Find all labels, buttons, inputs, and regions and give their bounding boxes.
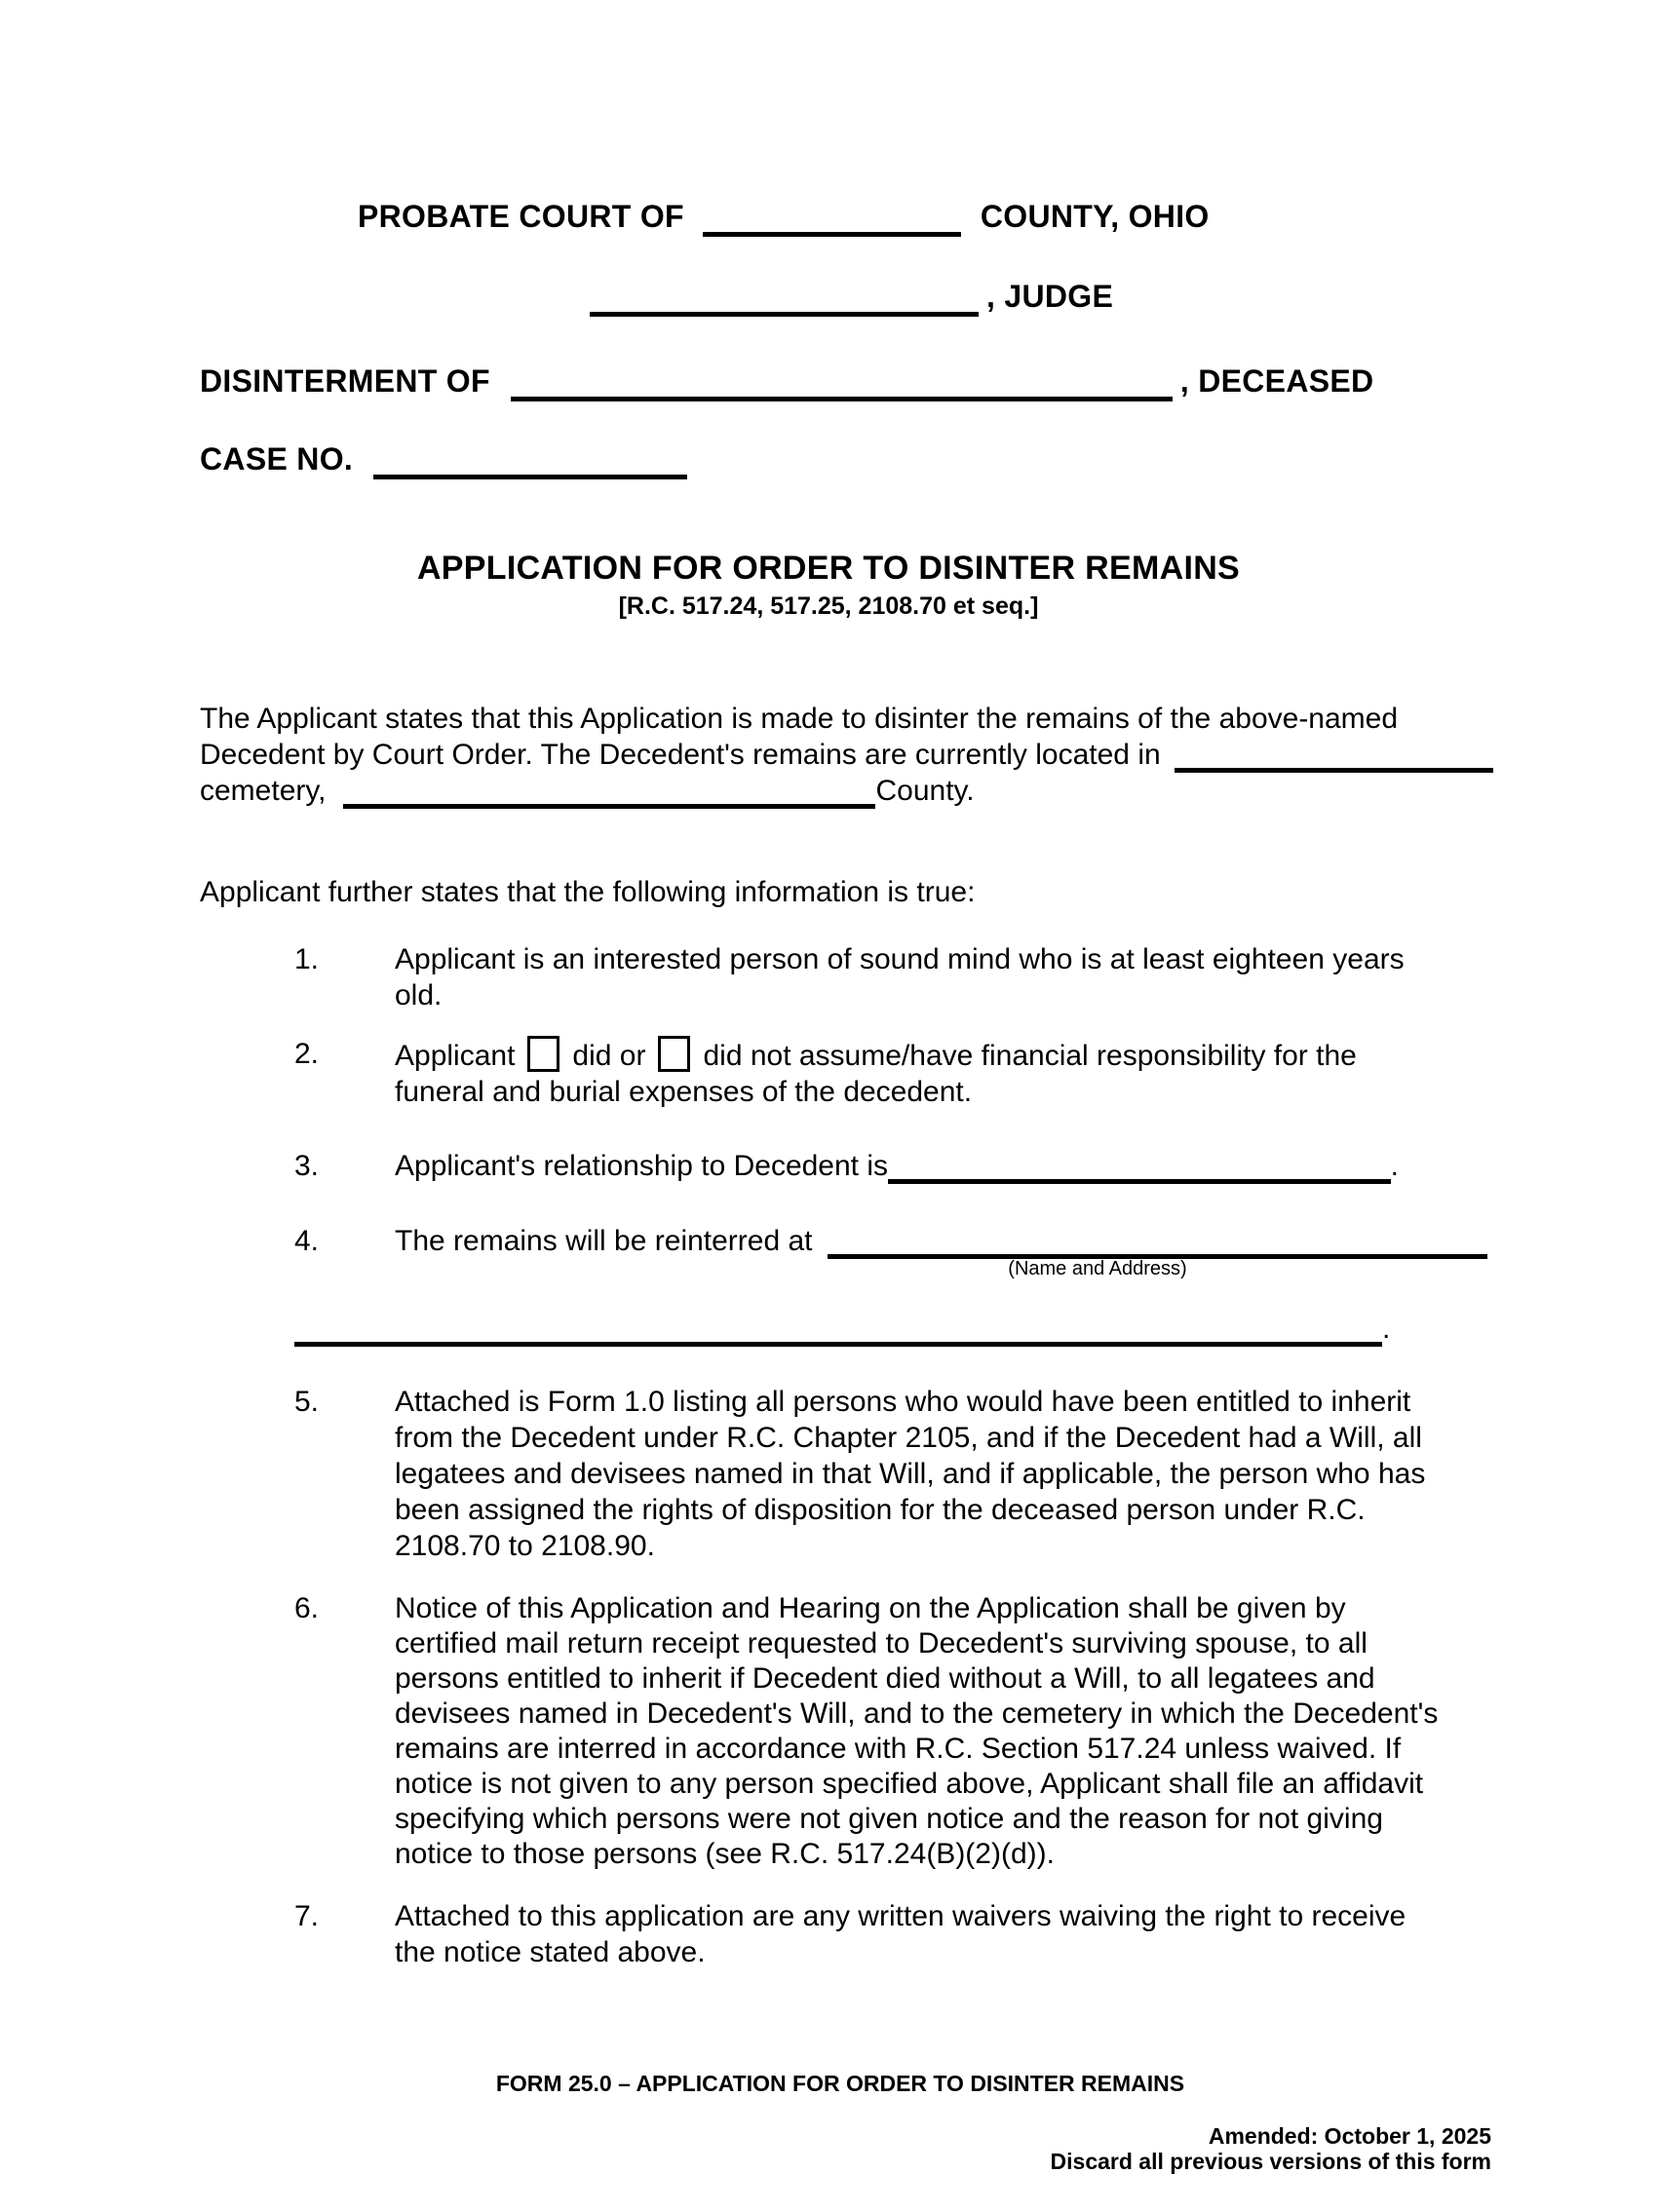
item-7-line-2: the notice stated above. xyxy=(395,1936,706,1968)
item-6-line-4: devisees named in Decedent's Will, and to the cemetery in which the Decedent's xyxy=(395,1697,1439,1730)
item-5-line-5: 2108.70 to 2108.90. xyxy=(395,1530,655,1562)
item-7-line-1: Attached to this application are any written waivers waiving the right to receive xyxy=(395,1900,1407,1932)
list-item-4 xyxy=(294,1223,1513,1259)
item-5-number: 5. xyxy=(294,1386,320,1418)
item-5-line-3: legatees and devisees named in that Will, and if applicable, the person who has xyxy=(395,1458,1426,1490)
relationship-blank[interactable] xyxy=(888,1148,1391,1184)
decedent-name-blank[interactable] xyxy=(511,365,1173,401)
discard-notice: Discard all previous versions of this form xyxy=(1050,2149,1491,2174)
statute-reference: [R.C. 517.24, 517.25, 2108.70 et seq.] xyxy=(618,592,1039,620)
item-7-number: 7. xyxy=(294,1900,320,1932)
intro-line-2 xyxy=(200,737,1493,773)
cemetery-name-blank[interactable] xyxy=(1175,737,1493,773)
item-4-period: . xyxy=(1382,1313,1391,1345)
item-2-mid-text: did or xyxy=(572,1040,646,1072)
disinterment-suffix: , DECEASED xyxy=(1179,363,1374,399)
intro-line-1: The Applicant states that this Application is made to disinter the remains of the above-named xyxy=(200,703,1399,735)
intro-line-2-text: Decedent by Court Order. The Decedent's remains are currently located in xyxy=(200,739,1161,771)
item-5-line-1: Attached is Form 1.0 listing all persons who would have been entitled to inherit xyxy=(395,1386,1411,1418)
amended-date: Amended: October 1, 2025 xyxy=(1208,2123,1491,2149)
item-3-period: . xyxy=(1390,1150,1399,1182)
court-line-suffix: COUNTY, OHIO xyxy=(980,199,1210,234)
item-4-label: The remains will be reinterred at xyxy=(395,1225,813,1257)
form-footer-title: FORM 25.0 – APPLICATION FOR ORDER TO DISINTER REMAINS xyxy=(495,2071,1185,2096)
reinterment-address-blank[interactable] xyxy=(294,1311,1382,1347)
item-3-label: Applicant's relationship to Decedent is xyxy=(395,1150,889,1182)
intro-line-3 xyxy=(200,773,1493,809)
item-6-line-7: specifying which persons were not given notice and the reason for not giving xyxy=(395,1803,1383,1835)
list-item-2 xyxy=(294,1036,1513,1110)
item-1-number: 1. xyxy=(294,943,320,975)
item-3-number: 3. xyxy=(294,1150,320,1182)
list-item-1 xyxy=(294,941,1513,1013)
case-number-line xyxy=(200,439,687,479)
did-not-checkbox[interactable] xyxy=(658,1036,690,1072)
item-2-post-text: did not assume/have financial responsibility for the xyxy=(703,1040,1357,1072)
item-6-line-3: persons entitled to inherit if Decedent died without a Will, to all legatees and xyxy=(395,1662,1375,1695)
item-6-line-5: remains are interred in accordance with R.C. Section 517.24 unless waived. If xyxy=(395,1733,1402,1765)
item-1-line-2: old. xyxy=(395,979,443,1011)
cemetery-county-blank[interactable] xyxy=(343,777,875,809)
item-6-line-8: notice to those persons (see R.C. 517.24(B)(2)(d)). xyxy=(395,1838,1055,1870)
intro-paragraph xyxy=(200,701,1493,809)
county-blank[interactable] xyxy=(703,201,961,237)
case-number-blank[interactable] xyxy=(373,443,687,479)
did-checkbox[interactable] xyxy=(527,1036,559,1072)
item-6-line-2: certified mail return receipt requested to Decedent's surviving spouse, to all xyxy=(395,1627,1368,1659)
court-line-prefix: PROBATE COURT OF xyxy=(358,199,684,234)
statement-lead: Applicant further states that the following information is true: xyxy=(200,876,976,908)
item-2-line-2: funeral and burial expenses of the decedent. xyxy=(395,1076,973,1108)
list-item-3 xyxy=(294,1148,1513,1184)
reinterment-address-row xyxy=(294,1311,1396,1347)
intro-line-3-prefix: cemetery, xyxy=(200,775,327,807)
page-title: APPLICATION FOR ORDER TO DISINTER REMAINS xyxy=(416,550,1241,587)
item-6-number: 6. xyxy=(294,1592,320,1624)
item-2-line-1 xyxy=(395,1036,1513,1074)
name-address-caption: (Name and Address) xyxy=(1008,1258,1187,1279)
court-header-line xyxy=(358,197,1210,237)
case-number-label: CASE NO. xyxy=(200,441,354,477)
judge-line-suffix: , JUDGE xyxy=(986,279,1114,314)
judge-name-blank[interactable] xyxy=(590,281,979,317)
list-item-7 xyxy=(294,1898,1513,1970)
item-4-number: 4. xyxy=(294,1225,320,1257)
item-6-line-1: Notice of this Application and Hearing on the Application shall be given by xyxy=(395,1592,1346,1624)
intro-line-3-suffix: County. xyxy=(875,775,975,807)
disinterment-prefix: DISINTERMENT OF xyxy=(200,363,490,399)
judge-line xyxy=(590,277,1113,317)
item-5-line-2: from the Decedent under R.C. Chapter 2105, and if the Decedent had a Will, all xyxy=(395,1422,1422,1454)
list-item-5 xyxy=(294,1384,1513,1564)
reinterment-location-blank[interactable] xyxy=(828,1223,1487,1259)
disinterment-line xyxy=(200,362,1373,401)
item-2-number: 2. xyxy=(294,1038,320,1070)
item-1-line-1: Applicant is an interested person of sound mind who is at least eighteen years xyxy=(395,943,1405,975)
item-6-line-6: notice is not given to any person specified above, Applicant shall file an affidavit xyxy=(395,1768,1424,1800)
item-5-line-4: been assigned the rights of disposition for the deceased person under R.C. xyxy=(395,1494,1366,1526)
item-2-pre-text: Applicant xyxy=(395,1040,516,1072)
list-item-6 xyxy=(294,1591,1513,1872)
